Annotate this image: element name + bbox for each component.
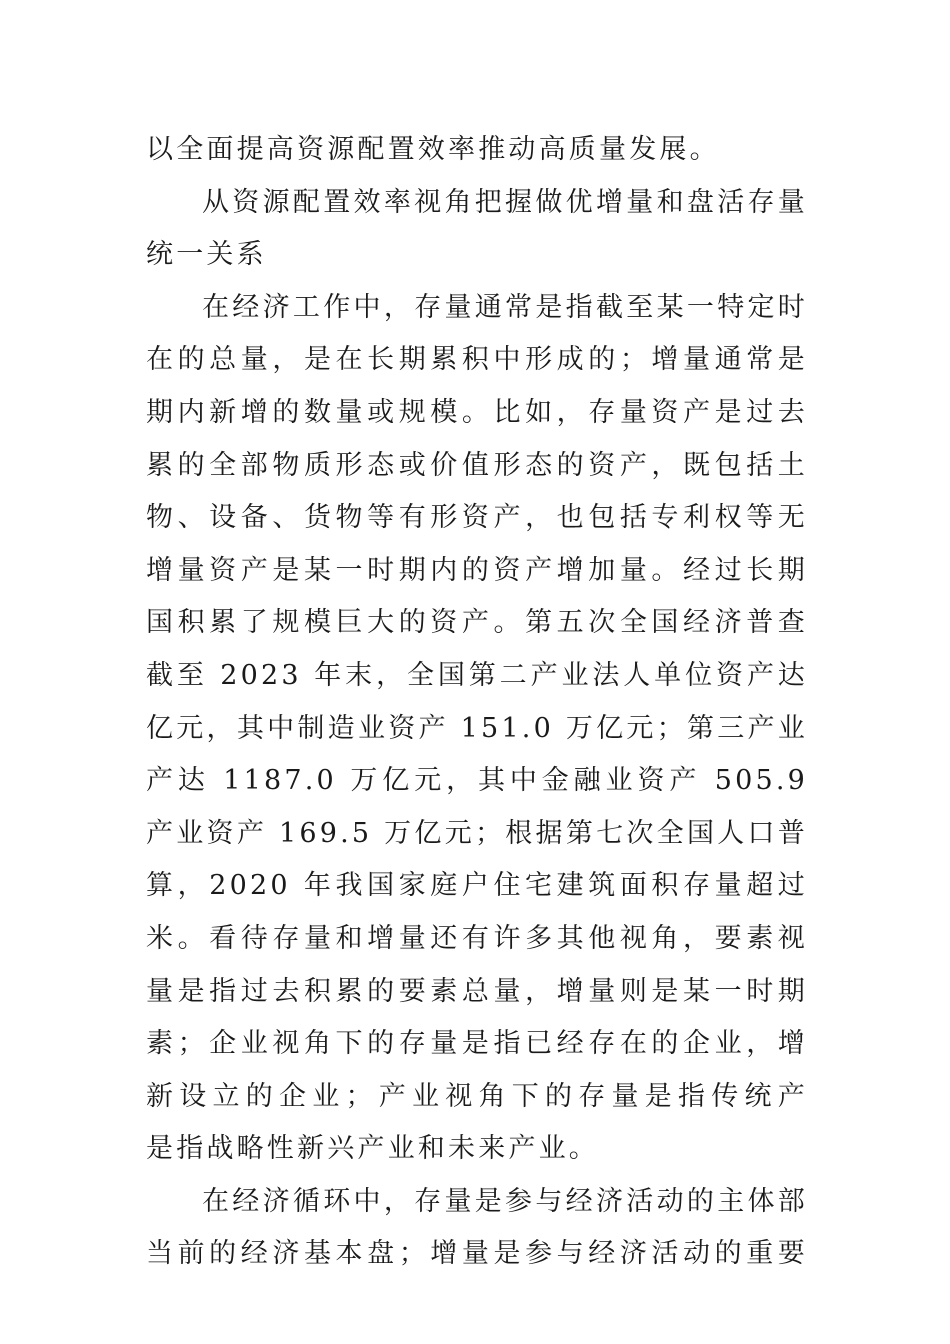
- paragraph-line: 期内新增的数量或规模。比如，存量资产是过去: [146, 396, 808, 428]
- paragraph-line: 截至 2023 年末，全国第二产业法人单位资产达: [146, 659, 808, 691]
- paragraph-line: 在经济循环中，存量是参与经济活动的主体部: [202, 1185, 808, 1217]
- paragraph-line: 算，2020 年我国家庭户住宅建筑面积存量超过: [146, 870, 808, 902]
- paragraph-line: 米。看待存量和增量还有许多其他视角，要素视: [146, 922, 808, 954]
- paragraph-line: 在的总量，是在长期累积中形成的；增量通常是: [146, 344, 808, 376]
- paragraph-line: 产业资产 169.5 万亿元；根据第七次全国人口普: [146, 817, 808, 849]
- paragraph-line: 亿元，其中制造业资产 151.0 万亿元；第三产业: [146, 712, 808, 744]
- paragraph-line: 量是指过去积累的要素总量，增量则是某一时期: [146, 975, 808, 1007]
- section-heading-line: 统一关系: [146, 239, 267, 271]
- paragraph-line: 素；企业视角下的存量是指已经存在的企业，增: [146, 1028, 808, 1060]
- paragraph-line: 在经济工作中，存量通常是指截至某一特定时: [202, 291, 808, 323]
- paragraph-line: 增量资产是某一时期内的资产增加量。经过长期: [146, 554, 808, 586]
- document-body: [146, 124, 808, 1281]
- paragraph-line: 新设立的企业；产业视角下的存量是指传统产: [146, 1080, 808, 1112]
- paragraph-line: 国积累了规模巨大的资产。第五次全国经济普查: [146, 607, 808, 639]
- paragraph-line: 物、设备、货物等有形资产，也包括专利权等无: [146, 502, 808, 534]
- paragraph-line: 当前的经济基本盘；增量是参与经济活动的重要: [146, 1238, 808, 1270]
- paragraph-line: 是指战略性新兴产业和未来产业。: [146, 1133, 599, 1165]
- paragraph-line: 累的全部物质形态或价值形态的资产，既包括土: [146, 449, 808, 481]
- section-heading-line: 从资源配置效率视角把握做优增量和盘活存量: [202, 186, 808, 218]
- paragraph-line: 以全面提高资源配置效率推动高质量发展。: [146, 134, 720, 165]
- paragraph-line: 产达 1187.0 万亿元，其中金融业资产 505.9: [146, 765, 808, 797]
